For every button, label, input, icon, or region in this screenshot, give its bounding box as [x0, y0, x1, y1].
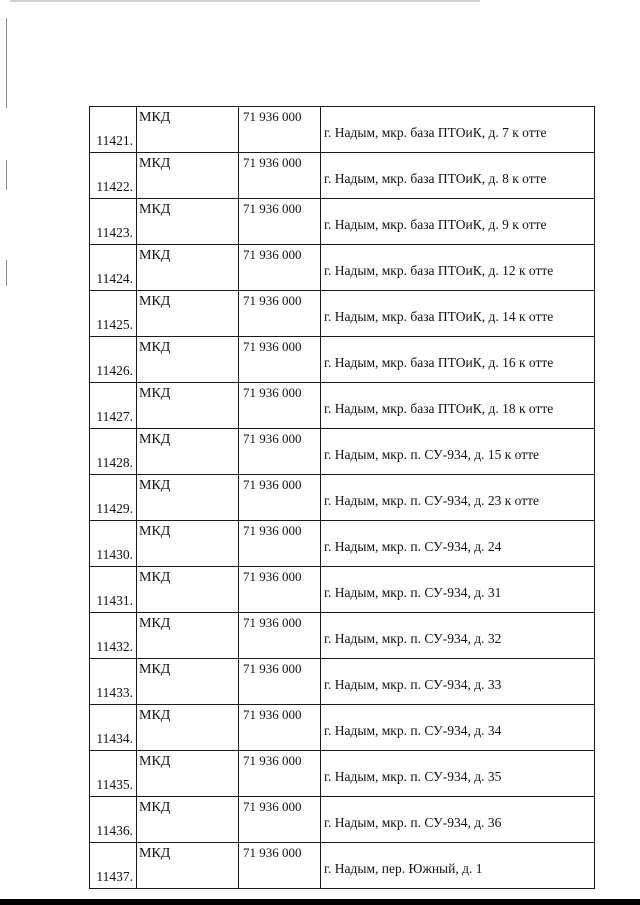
address-cell: г. Надым, мкр. п. СУ-934, д. 31 — [321, 567, 595, 613]
object-type-cell: МКД — [137, 567, 239, 613]
scan-margin-mark — [6, 160, 7, 190]
object-type-cell: МКД — [137, 613, 239, 659]
object-type-cell: МКД — [137, 107, 239, 153]
address-cell: г. Надым, мкр. база ПТОиК, д. 16 к отте — [321, 337, 595, 383]
object-type-cell: МКД — [137, 383, 239, 429]
row-number-cell: 11435. — [90, 751, 137, 797]
address-cell: г. Надым, мкр. база ПТОиК, д. 7 к отте — [321, 107, 595, 153]
oktmo-code-cell: 71 936 000 — [239, 521, 321, 567]
address-cell: г. Надым, мкр. база ПТОиК, д. 12 к отте — [321, 245, 595, 291]
table-row — [90, 337, 595, 383]
object-type-cell: МКД — [137, 337, 239, 383]
row-number-cell: 11421. — [90, 107, 137, 153]
oktmo-code-cell: 71 936 000 — [239, 291, 321, 337]
address-cell: г. Надым, мкр. п. СУ-934, д. 34 — [321, 705, 595, 751]
scan-margin-mark — [6, 260, 7, 286]
row-number-cell: 11431. — [90, 567, 137, 613]
table-row — [90, 843, 595, 889]
row-number-cell: 11428. — [90, 429, 137, 475]
table-row — [90, 567, 595, 613]
object-type-cell: МКД — [137, 199, 239, 245]
oktmo-code-cell: 71 936 000 — [239, 751, 321, 797]
oktmo-code-cell: 71 936 000 — [239, 429, 321, 475]
address-cell: г. Надым, мкр. п. СУ-934, д. 15 к отте — [321, 429, 595, 475]
object-type-cell: МКД — [137, 843, 239, 889]
row-number-cell: 11423. — [90, 199, 137, 245]
address-cell: г. Надым, мкр. база ПТОиК, д. 8 к отте — [321, 153, 595, 199]
row-number-cell: 11426. — [90, 337, 137, 383]
object-type-cell: МКД — [137, 153, 239, 199]
table-row — [90, 245, 595, 291]
row-number-cell: 11436. — [90, 797, 137, 843]
address-cell: г. Надым, мкр. п. СУ-934, д. 35 — [321, 751, 595, 797]
table-row — [90, 153, 595, 199]
oktmo-code-cell: 71 936 000 — [239, 705, 321, 751]
page-top-edge — [10, 0, 480, 2]
table-row — [90, 383, 595, 429]
oktmo-code-cell: 71 936 000 — [239, 199, 321, 245]
table-row — [90, 613, 595, 659]
object-type-cell: МКД — [137, 521, 239, 567]
table-row — [90, 705, 595, 751]
table-row — [90, 751, 595, 797]
row-number-cell: 11437. — [90, 843, 137, 889]
address-cell: г. Надым, мкр. п. СУ-934, д. 32 — [321, 613, 595, 659]
oktmo-code-cell: 71 936 000 — [239, 153, 321, 199]
address-cell: г. Надым, пер. Южный, д. 1 — [321, 843, 595, 889]
row-number-cell: 11430. — [90, 521, 137, 567]
row-number-cell: 11422. — [90, 153, 137, 199]
oktmo-code-cell: 71 936 000 — [239, 843, 321, 889]
address-cell: г. Надым, мкр. п. СУ-934, д. 23 к отте — [321, 475, 595, 521]
row-number-cell: 11432. — [90, 613, 137, 659]
table-row — [90, 521, 595, 567]
address-cell: г. Надым, мкр. п. СУ-934, д. 24 — [321, 521, 595, 567]
oktmo-code-cell: 71 936 000 — [239, 613, 321, 659]
page-bottom-bar — [0, 899, 640, 905]
registry-table — [89, 106, 595, 889]
oktmo-code-cell: 71 936 000 — [239, 107, 321, 153]
address-cell: г. Надым, мкр. база ПТОиК, д. 14 к отте — [321, 291, 595, 337]
address-cell: г. Надым, мкр. п. СУ-934, д. 33 — [321, 659, 595, 705]
object-type-cell: МКД — [137, 705, 239, 751]
table-row — [90, 291, 595, 337]
row-number-cell: 11429. — [90, 475, 137, 521]
table-row — [90, 475, 595, 521]
object-type-cell: МКД — [137, 797, 239, 843]
object-type-cell: МКД — [137, 751, 239, 797]
oktmo-code-cell: 71 936 000 — [239, 245, 321, 291]
oktmo-code-cell: 71 936 000 — [239, 567, 321, 613]
object-type-cell: МКД — [137, 291, 239, 337]
address-cell: г. Надым, мкр. база ПТОиК, д. 9 к отте — [321, 199, 595, 245]
row-number-cell: 11425. — [90, 291, 137, 337]
row-number-cell: 11433. — [90, 659, 137, 705]
object-type-cell: МКД — [137, 429, 239, 475]
oktmo-code-cell: 71 936 000 — [239, 337, 321, 383]
row-number-cell: 11427. — [90, 383, 137, 429]
oktmo-code-cell: 71 936 000 — [239, 475, 321, 521]
object-type-cell: МКД — [137, 475, 239, 521]
row-number-cell: 11434. — [90, 705, 137, 751]
table-row — [90, 199, 595, 245]
object-type-cell: МКД — [137, 245, 239, 291]
scan-margin-mark — [6, 18, 7, 108]
oktmo-code-cell: 71 936 000 — [239, 383, 321, 429]
table-row — [90, 429, 595, 475]
row-number-cell: 11424. — [90, 245, 137, 291]
table-row — [90, 107, 595, 153]
table-row — [90, 797, 595, 843]
table-row — [90, 659, 595, 705]
oktmo-code-cell: 71 936 000 — [239, 659, 321, 705]
oktmo-code-cell: 71 936 000 — [239, 797, 321, 843]
address-cell: г. Надым, мкр. п. СУ-934, д. 36 — [321, 797, 595, 843]
address-cell: г. Надым, мкр. база ПТОиК, д. 18 к отте — [321, 383, 595, 429]
object-type-cell: МКД — [137, 659, 239, 705]
registry-table-body — [90, 107, 595, 889]
